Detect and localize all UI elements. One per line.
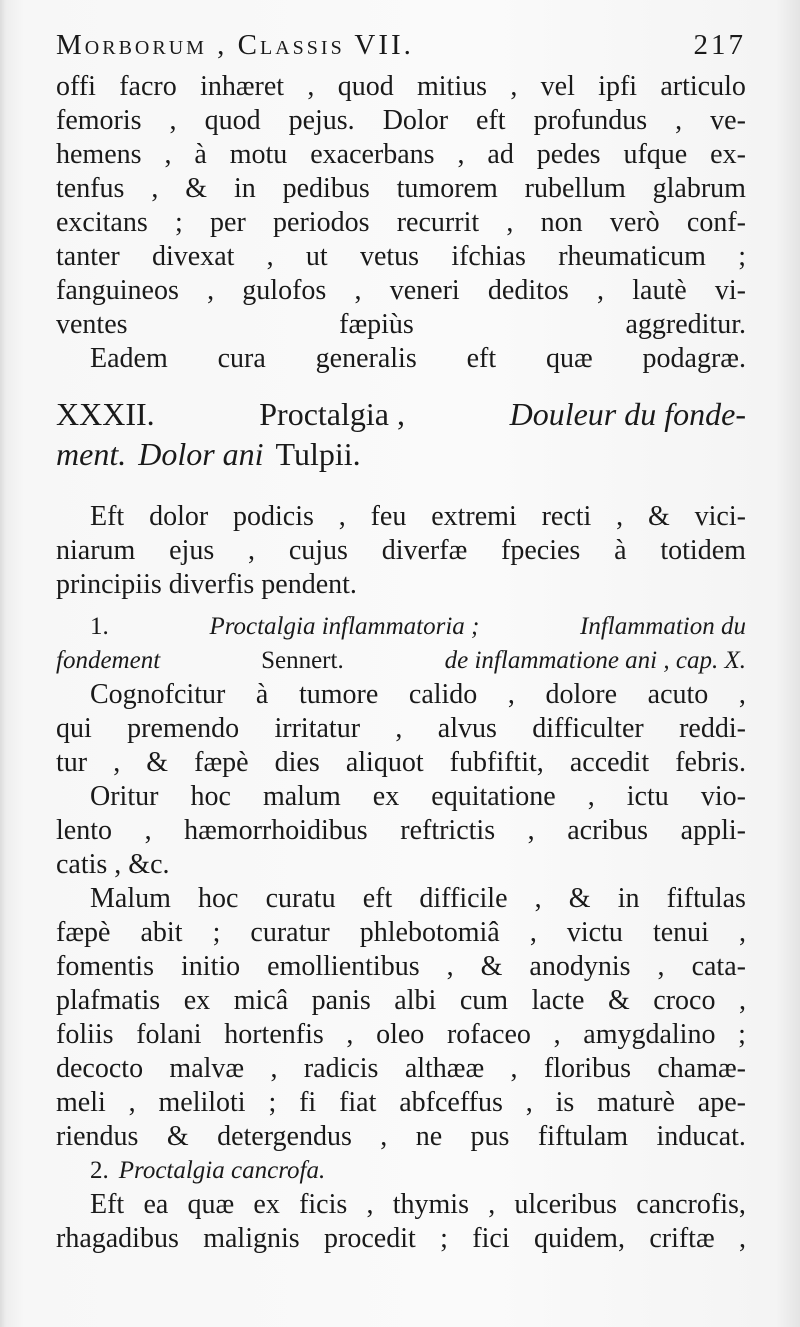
text-line: Malum hoc curatu eft difficile , & in fiftulas [90, 883, 746, 914]
section-number: XXXII. [56, 396, 155, 432]
text-line: fæpè abit ; curatur phlebotomiâ , victu tenui , [56, 917, 746, 948]
text-line: tenfus , & in pedibus tumorem rubellum glabrum [56, 173, 746, 204]
paragraph-cancrosa [56, 1188, 746, 1256]
text-line: principiis diverfis pendent. [56, 569, 357, 600]
running-header [56, 28, 746, 68]
text-line: Eft dolor podicis , feu extremi recti , & vici- [90, 501, 746, 532]
page-text [56, 28, 746, 1256]
running-title: Morborum , Classis VII. [56, 29, 414, 61]
text-line: meli , meliloti ; fi fiat abfceffus , is maturè ape- [56, 1087, 746, 1118]
reference-author: Sennert. [261, 647, 344, 674]
text-line: ventes fæpiùs aggreditur. [56, 309, 746, 340]
text-line: Oritur hoc malum ex equitatione , ictu vio- [90, 781, 746, 812]
text-line: Cognofcitur à tumore calido , dolore acuto , [90, 679, 746, 710]
subsection-french: Inflammation du [580, 613, 746, 640]
paragraph-causes [56, 780, 746, 882]
subsection-heading-1 [56, 610, 746, 644]
text-line: catis , &c. [56, 849, 170, 880]
text-line: riendus & detergendus , ne pus fiftulam inducat. [56, 1121, 746, 1152]
paragraph-signs [56, 678, 746, 780]
section-french-name: Douleur du fonde- [509, 396, 746, 432]
text-line: hemens , à motu exacerbans , ad pedes ufque ex- [56, 139, 746, 170]
subsection-number: 1. [90, 613, 109, 640]
text-line: femoris , quod pejus. Dolor eft profundus , ve- [56, 105, 746, 136]
text-line: Eft ea quæ ex ficis , thymis , ulceribus cancrofis, [90, 1189, 746, 1220]
cura-line: Eadem cura generalis eft quæ podagræ. [90, 343, 746, 374]
paragraph-definition [56, 500, 746, 602]
section-heading [56, 394, 746, 434]
section-french-name-end: ment. [56, 436, 127, 472]
text-line: lento , hæmorrhoidibus reftrictis , acribus appli- [56, 815, 746, 846]
page-number: 217 [693, 29, 746, 61]
text-line: rhagadibus malignis procedit ; fici quidem, criftæ , [56, 1223, 746, 1254]
text-line: niarum ejus , cujus diverfæ fpecies à totidem [56, 535, 746, 566]
paragraph-ischias [56, 70, 746, 342]
section-heading-continued [56, 434, 746, 474]
paragraph-cure [56, 882, 746, 1154]
subsection-reference [56, 644, 746, 678]
text-line: offi facro inhæret , quod mitius , vel ipfi articulo [56, 71, 746, 102]
subsection-heading-2 [56, 1154, 746, 1188]
section-latin-name: Dolor ani [138, 436, 264, 472]
section-name: Proctalgia , [259, 396, 405, 432]
text-line: tur , & fæpè dies aliquot fubfiftit, accedit febris. [56, 747, 746, 778]
text-line: plafmatis ex micâ panis albi cum lacte & croco , [56, 985, 746, 1016]
text-line: qui premendo irritatur , alvus difficulter reddi- [56, 713, 746, 744]
text-line: tanter divexat , ut vetus ifchias rheumaticum ; [56, 241, 746, 272]
subsection-name: Proctalgia cancrofa. [118, 1157, 326, 1184]
subsection-number: 2. [90, 1157, 109, 1184]
subsection-french-end: fondement [56, 647, 161, 674]
text-line: decocto malvæ , radicis althææ , floribus chamæ- [56, 1053, 746, 1084]
section-author: Tulpii. [275, 436, 361, 472]
text-line: fanguineos , gulofos , veneri deditos , lautè vi- [56, 275, 746, 306]
subsection-name: Proctalgia inflammatoria ; [209, 613, 480, 640]
reference-work: de inflammatione ani , cap. X. [444, 647, 746, 674]
text-line: excitans ; per periodos recurrit , non verò conf- [56, 207, 746, 238]
text-line: fomentis initio emollientibus , & anodynis , cata- [56, 951, 746, 982]
text-line: foliis folani hortenfis , oleo rofaceo , amygdalino ; [56, 1019, 746, 1050]
